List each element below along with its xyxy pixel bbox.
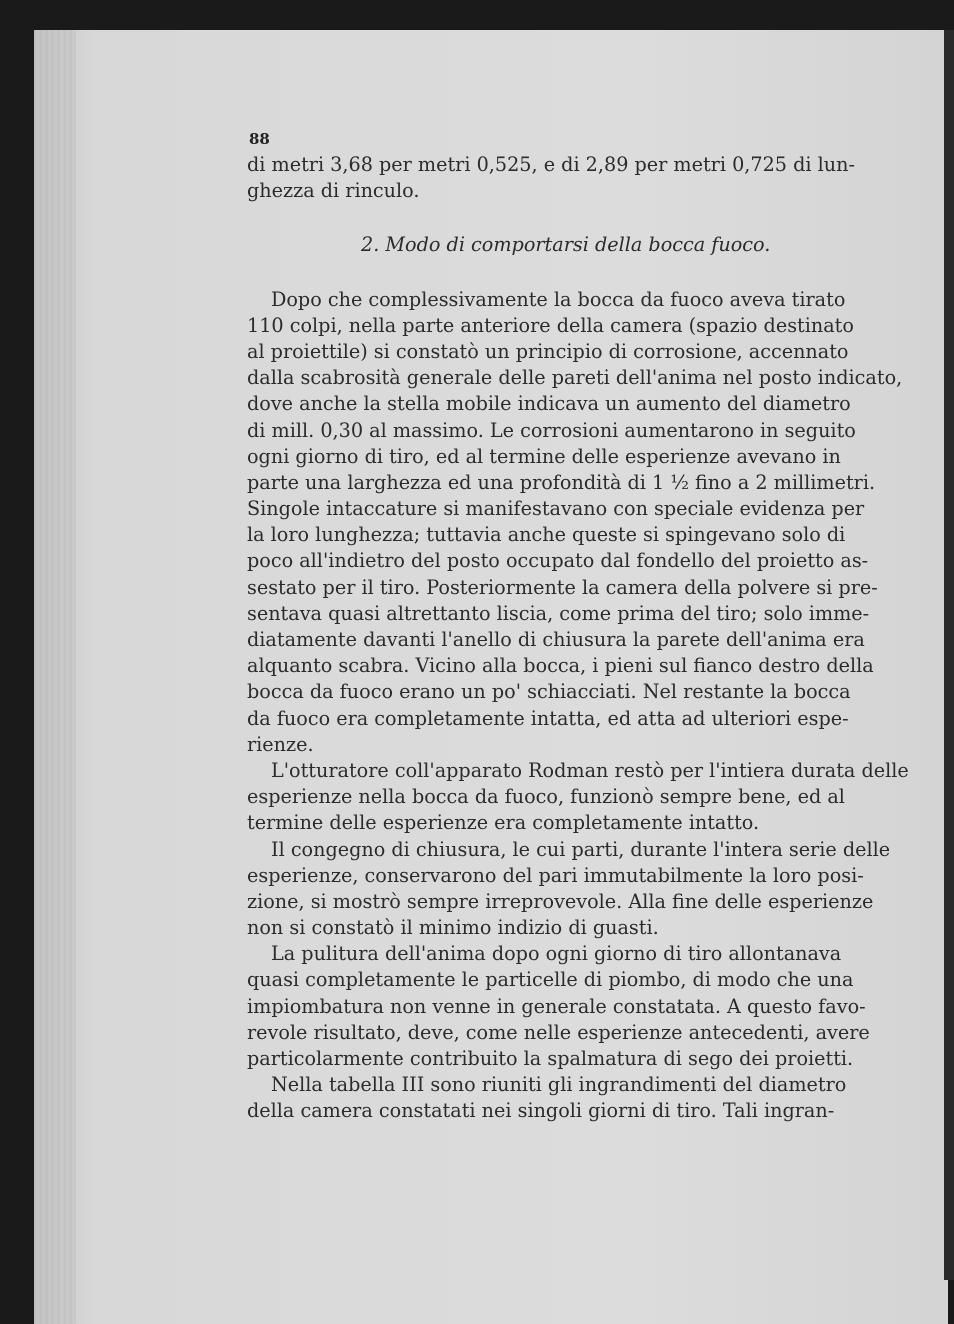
text-line: zione, si mostrò sempre irreprovevole. Alla fine delle esperienze	[247, 889, 874, 913]
text-line: esperienze, conservarono del pari immutabilmente la loro posi-	[247, 863, 864, 887]
text-line: al proiettile) si constatò un principio di corrosione, accennato	[247, 339, 849, 363]
text-line: La pulitura dell'anima dopo ogni giorno di tiro allontanava	[271, 942, 842, 966]
text-line: bocca da fuoco erano un po' schiacciati. Nel restante la bocca	[247, 680, 851, 704]
right-border	[944, 30, 954, 1280]
text-line: da fuoco era completamente intatta, ed atta ad ulteriori espe-	[247, 706, 849, 730]
text-line: di mill. 0,30 al massimo. Le corrosioni aumentarono in seguito	[247, 418, 856, 442]
text-line: dalla scabrosità generale delle pareti dell'anima nel posto indicato,	[247, 366, 903, 390]
text-line: impiombatura non venne in generale constatata. A questo favo-	[247, 994, 866, 1018]
text-line: della camera constatati nei singoli giorni di tiro. Tali ingran-	[247, 1099, 835, 1123]
text-line: di metri 3,68 per metri 0,525, e di 2,89 per metri 0,725 di lun-	[247, 153, 855, 176]
text-line: dove anche la stella mobile indicava un aumento del diametro	[247, 392, 851, 416]
text-line: la loro lunghezza; tuttavia anche queste si spingevano solo di	[247, 523, 846, 547]
text-line: quasi completamente le particelle di piombo, di modo che una	[247, 968, 854, 992]
text-line: termine delle esperienze era completamente intatto.	[247, 811, 760, 835]
text-line: alquanto scabra. Vicino alla bocca, i pieni sul fianco destro della	[247, 654, 874, 678]
text-line: L'otturatore coll'apparato Rodman restò per l'intiera durata delle	[271, 758, 909, 782]
body-text	[247, 152, 909, 1125]
text-line: Il congegno di chiusura, le cui parti, durante l'intera serie delle	[271, 837, 891, 861]
text-line: particolarmente contribuito la spalmatura di sego dei proietti.	[247, 1047, 854, 1070]
section-heading: 2. Modo di comportarsi della bocca fuoco.	[361, 233, 771, 257]
text-line: Singole intaccature si manifestavano con speciale evidenza per	[247, 497, 865, 521]
text-line: diatamente davanti l'anello di chiusura la parete dell'anima era	[247, 628, 865, 651]
text-line: parte una larghezza ed una profondità di 1 ½ fino a 2 millimetri.	[247, 470, 876, 494]
text-line: Nella tabella III sono riuniti gli ingrandimenti del diametro	[271, 1073, 847, 1097]
text-line: revole risultato, deve, come nelle esperienze antecedenti, avere	[247, 1020, 870, 1044]
page-number: 88	[249, 130, 270, 148]
text-line: rienze.	[247, 732, 314, 756]
text-line: sestato per il tiro. Posteriormente la camera della polvere si pre-	[247, 575, 878, 599]
text-line: poco all'indietro del posto occupato dal fondello del proietto as-	[247, 549, 869, 573]
page-edge-shadow	[34, 30, 76, 1324]
text-line: non si constatò il minimo indizio di guasti.	[247, 916, 659, 940]
paragraphs	[247, 287, 909, 1125]
text-line: 110 colpi, nella parte anteriore della camera (spazio destinato	[247, 313, 854, 337]
text-line: ogni giorno di tiro, ed al termine delle esperienze avevano in	[247, 444, 841, 468]
text-line: ghezza di rinculo.	[247, 179, 420, 203]
text-line: Dopo che complessivamente la bocca da fuoco aveva tirato	[271, 287, 846, 311]
text-line: esperienze nella bocca da fuoco, funzionò sempre bene, ed al	[247, 785, 845, 809]
text-line: sentava quasi altrettanto liscia, come prima del tiro; solo imme-	[247, 601, 870, 625]
